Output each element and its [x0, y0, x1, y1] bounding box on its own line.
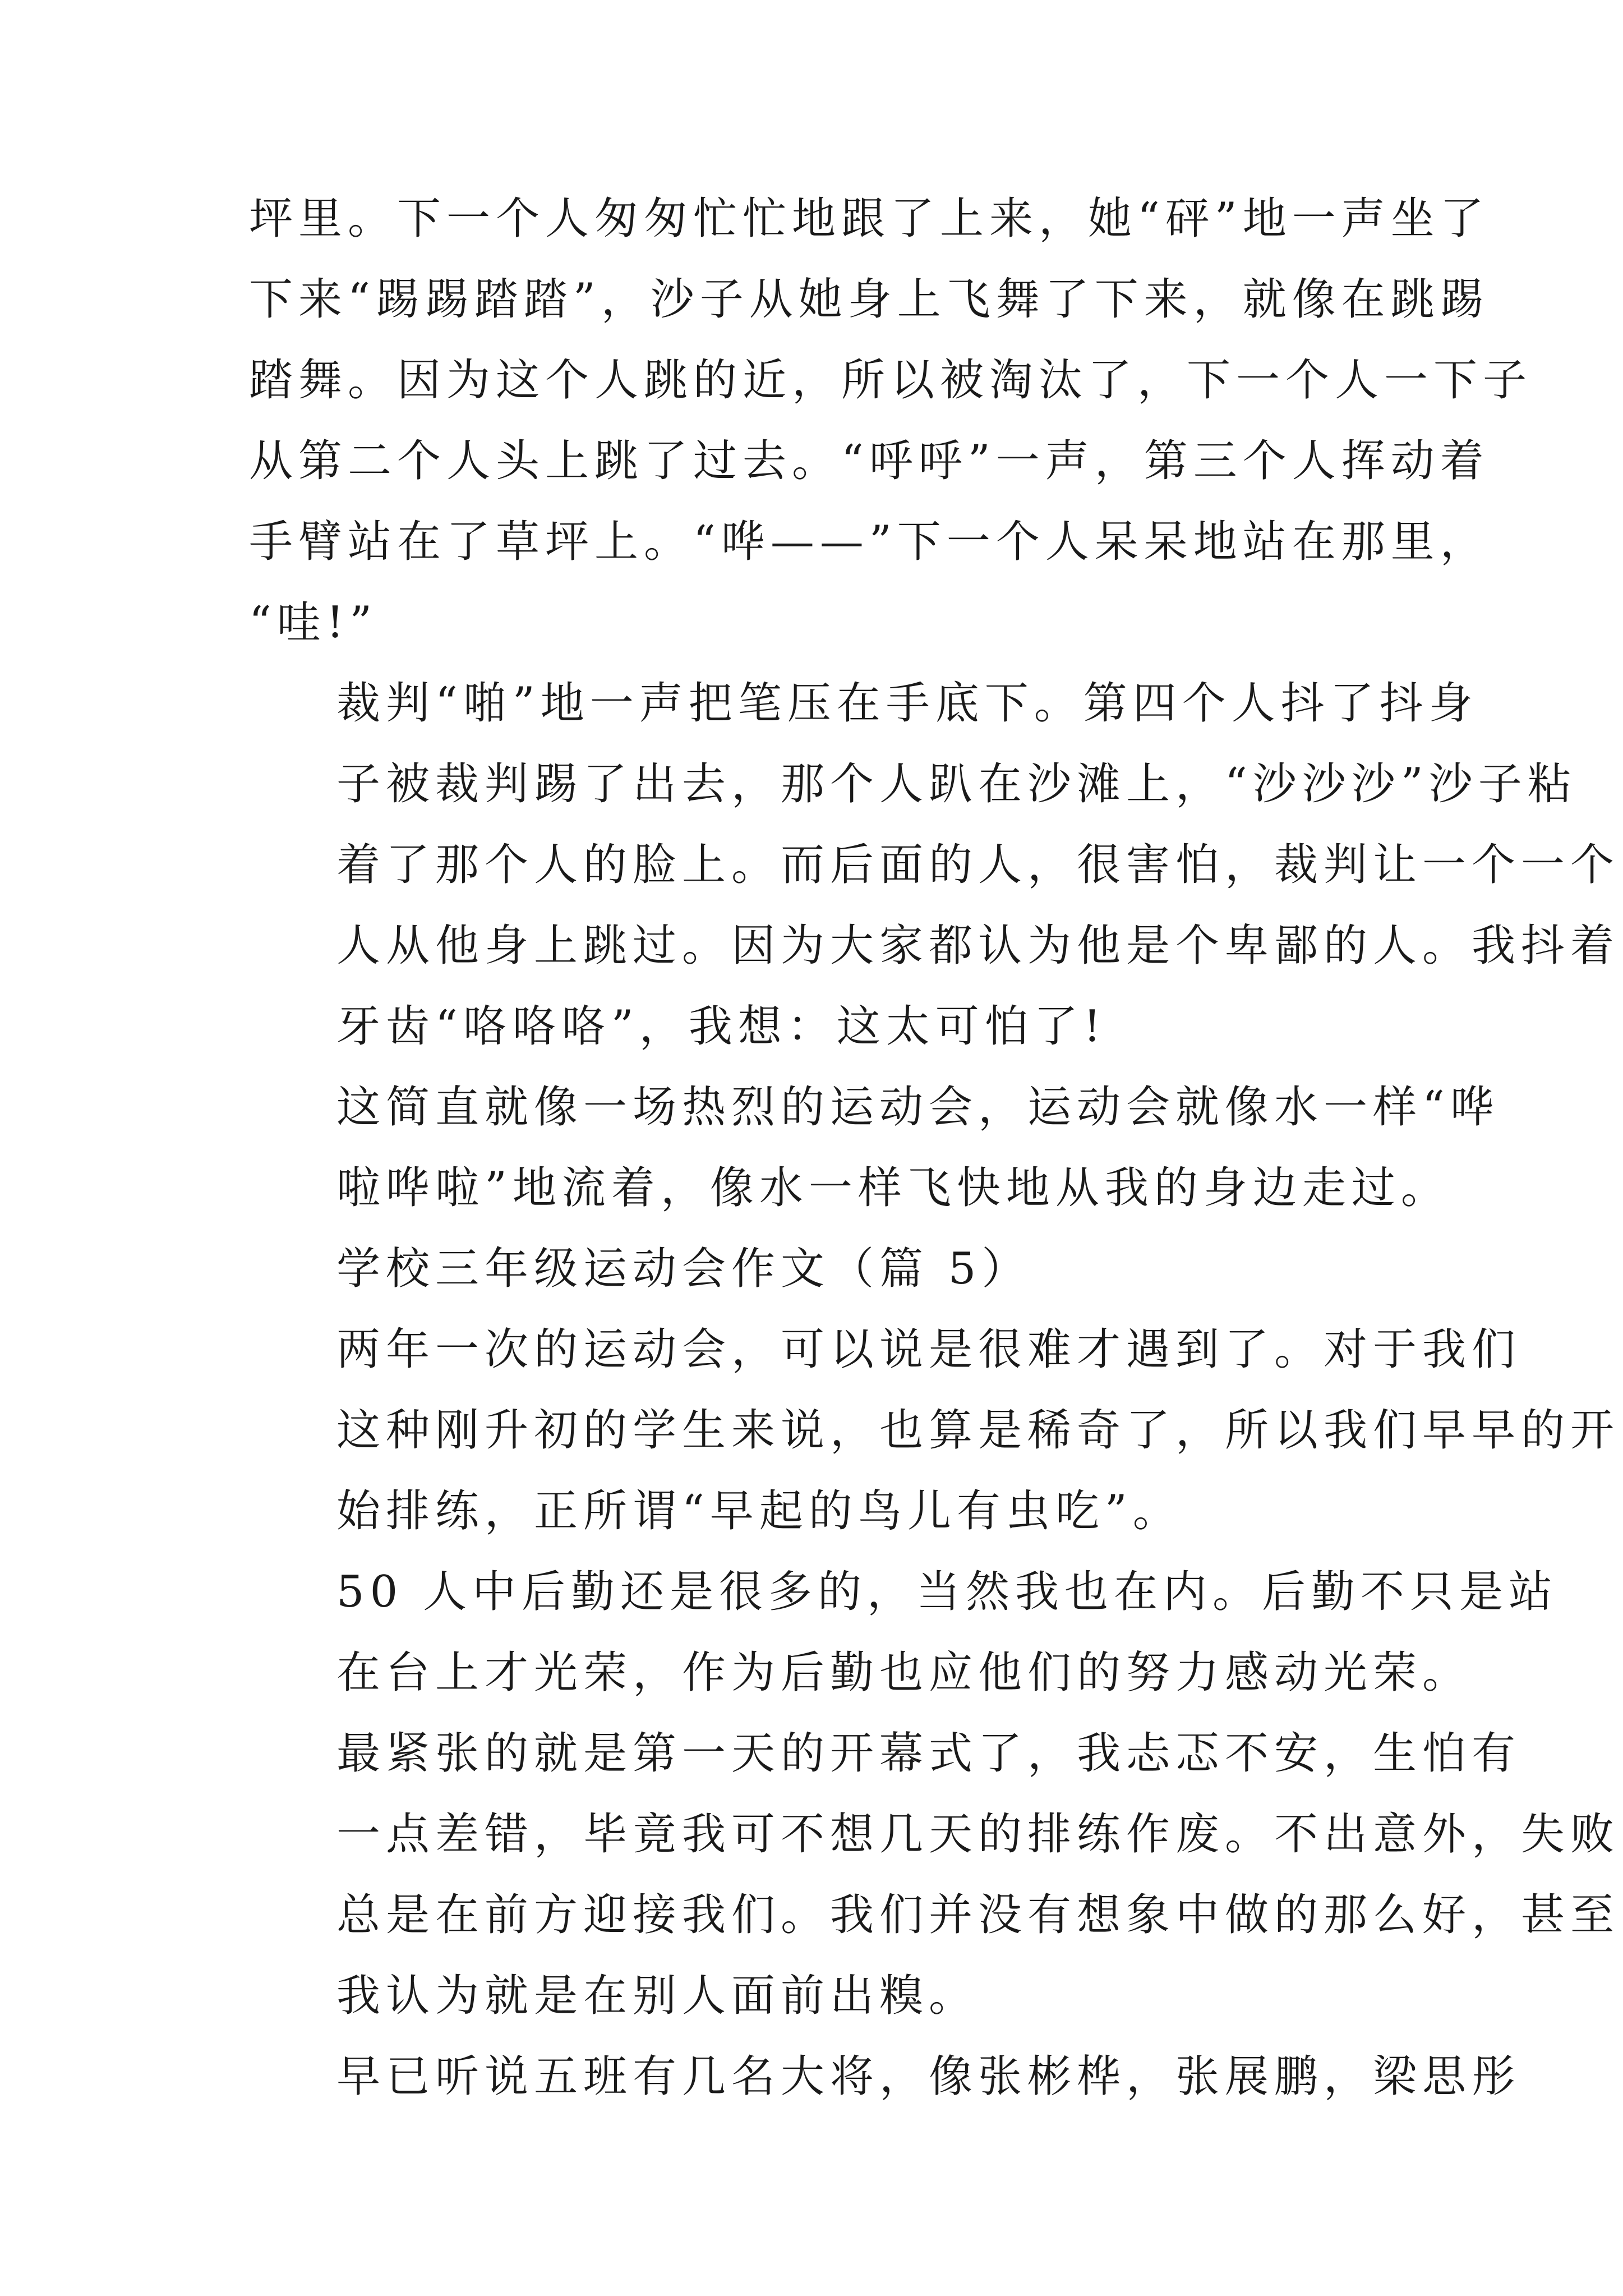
paragraph	[249, 1067, 1500, 1228]
text-line: 牙齿“咯咯咯”，我想：这太可怕了!	[336, 1001, 1107, 1052]
text-line: 我认为就是在别人面前出糗。	[336, 1971, 979, 2021]
text-line: 踏舞。因为这个人跳的近，所以被淘汰了，下一个人一下子	[249, 355, 1533, 406]
text-line: 一点差错，毕竟我可不想几天的排练作废。不出意外，失败	[336, 1809, 1620, 1860]
text-line: 从第二个人头上跳了过去。“呼呼”一声，第三个人挥动着	[249, 436, 1490, 486]
paragraph	[249, 1552, 1559, 1713]
text-line: “哇!”	[249, 597, 378, 648]
paragraph	[249, 663, 1620, 1067]
text-line: 两年一次的运动会，可以说是很难才遇到了。对于我们	[336, 1324, 1521, 1375]
text-line: 学校三年级运动会作文（篇 5）	[336, 1244, 1031, 1294]
text-line: 坪里。下一个人匆匆忙忙地跟了上来，她“砰”地一声坐了	[249, 194, 1490, 244]
text-line: 下来“踢踢踏踏”，沙子从她身上飞舞了下来，就像在跳踢	[249, 274, 1490, 325]
paragraph	[249, 1713, 1620, 2036]
text-line: 子被裁判踢了出去，那个人趴在沙滩上，“沙沙沙”沙子粘	[336, 759, 1577, 809]
essay-body	[249, 178, 1620, 2117]
text-line: 早已听说五班有几名大将，像张彬桦，张展鹏，梁思彤	[336, 2051, 1521, 2102]
text-line: 总是在前方迎接我们。我们并没有想象中做的那么好，甚至	[336, 1890, 1620, 1940]
text-line: 最紧张的就是第一天的开幕式了，我忐忑不安，生怕有	[336, 1728, 1521, 1779]
text-line: 着了那个人的脸上。而后面的人，很害怕，裁判让一个一个	[336, 840, 1620, 890]
text-line: 手臂站在了草坪上。“哗——”下一个人呆呆地站在那里，	[249, 517, 1490, 567]
paragraph	[249, 178, 1533, 663]
text-line: 在台上才光荣，作为后勤也应他们的努力感动光荣。	[336, 1648, 1472, 1698]
text-line: 人从他身上跳过。因为大家都认为他是个卑鄙的人。我抖着	[336, 921, 1620, 971]
text-line: 啦哗啦”地流着，像水一样飞快地从我的身边走过。	[336, 1163, 1450, 1213]
paragraph	[249, 1228, 1382, 1309]
paragraph	[249, 2036, 1521, 2117]
text-line: 裁判“啪”地一声把笔压在手底下。第四个人抖了抖身	[336, 678, 1478, 729]
text-line: 这简直就像一场热烈的运动会，运动会就像水一样“哗	[336, 1082, 1500, 1133]
text-line: 始排练，正所谓“早起的鸟儿有虫吃”。	[336, 1486, 1182, 1536]
text-line: 这种刚升初的学生来说，也算是稀奇了，所以我们早早的开	[336, 1405, 1620, 1456]
paragraph	[249, 1309, 1620, 1552]
text-line: 50 人中后勤还是很多的，当然我也在内。后勤不只是站	[336, 1567, 1559, 1617]
